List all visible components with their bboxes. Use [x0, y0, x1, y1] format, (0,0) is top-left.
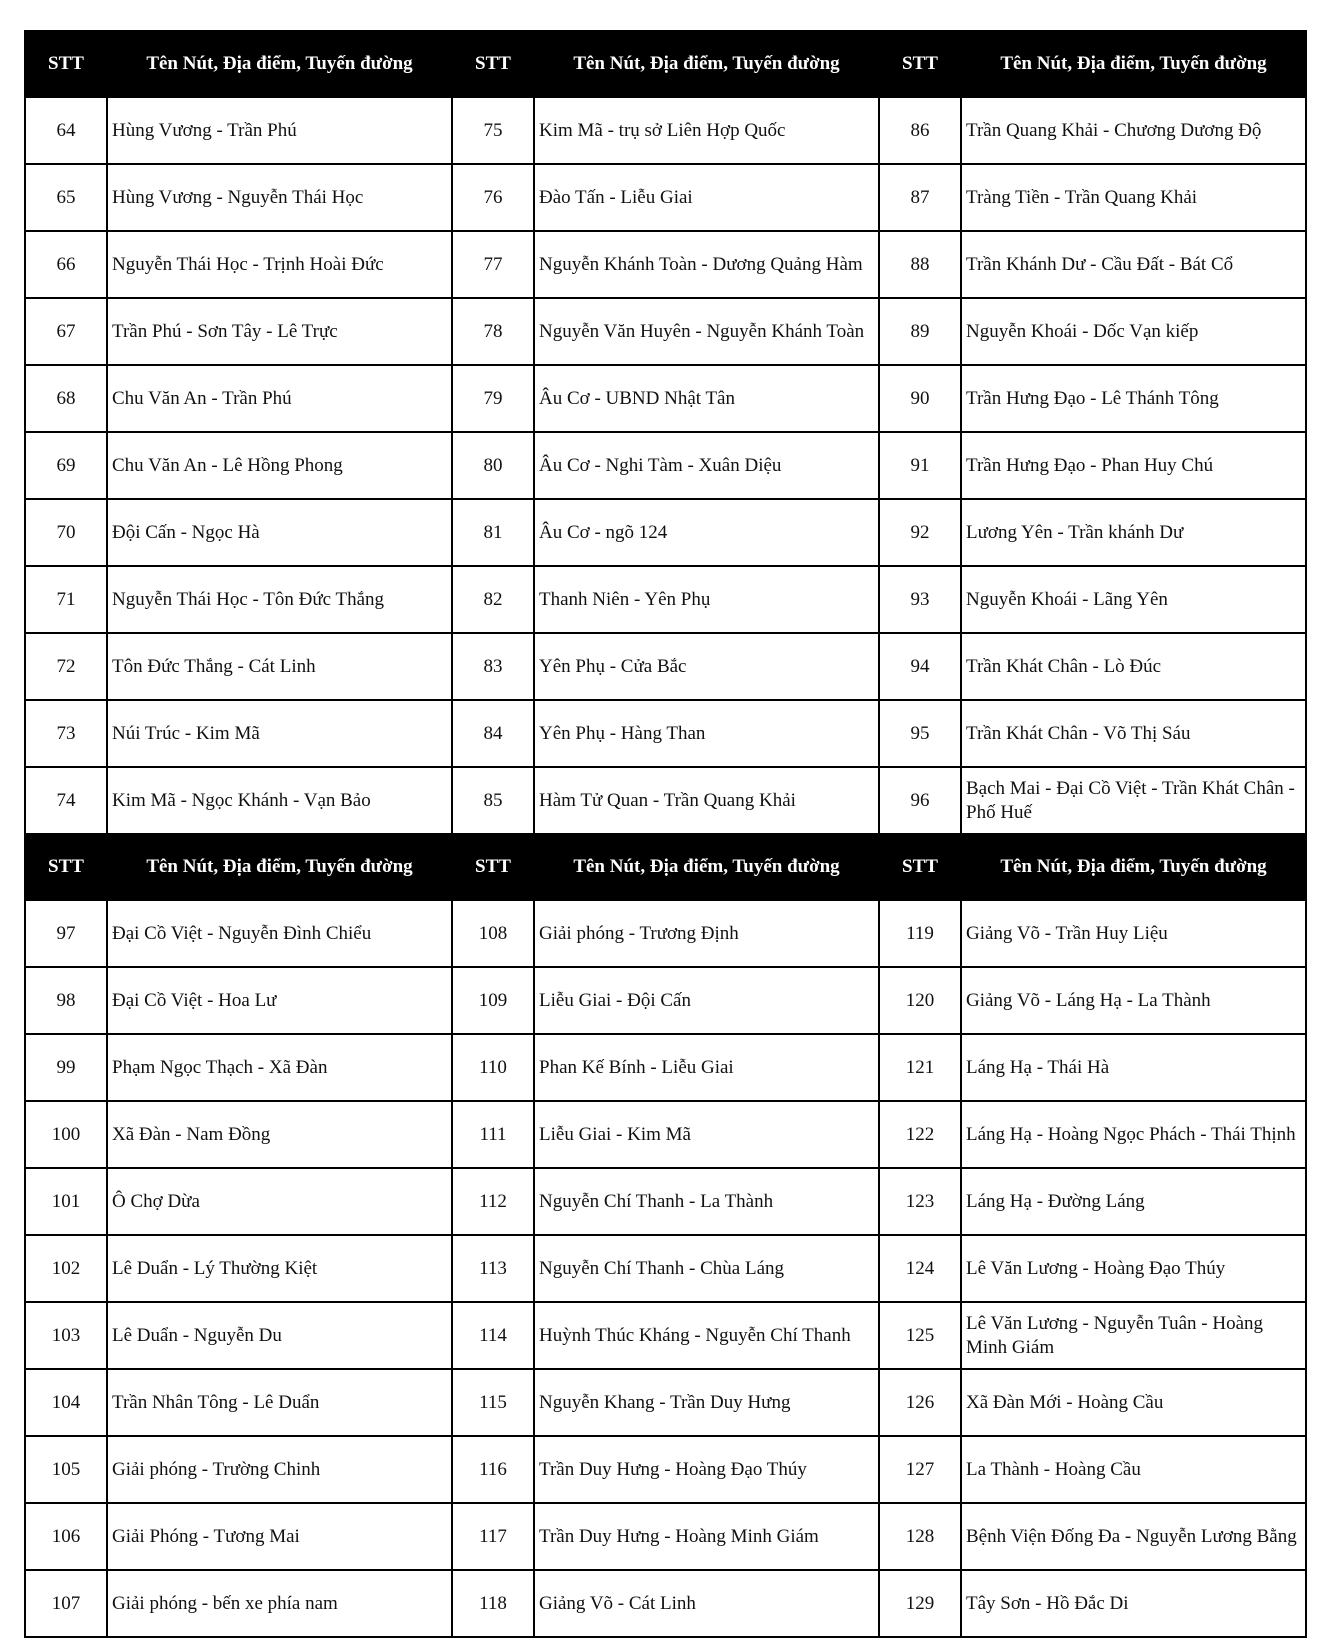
stt-cell: 96: [879, 767, 961, 834]
stt-cell: 102: [25, 1235, 107, 1302]
location-name-cell: Chu Văn An - Lê Hồng Phong: [107, 432, 452, 499]
stt-cell: 83: [452, 633, 534, 700]
location-name-cell: Lê Văn Lương - Hoàng Đạo Thúy: [961, 1235, 1306, 1302]
location-name-cell: Âu Cơ - UBND Nhật Tân: [534, 365, 879, 432]
stt-cell: 66: [25, 231, 107, 298]
location-name-cell: Bệnh Viện Đống Đa - Nguyễn Lương Bằng: [961, 1503, 1306, 1570]
stt-cell: 116: [452, 1436, 534, 1503]
location-name-cell: Trần Khánh Dư - Cầu Đất - Bát Cổ: [961, 231, 1306, 298]
table2-header-row: [25, 834, 1306, 900]
stt-cell: 72: [25, 633, 107, 700]
location-name-cell: Nguyễn Chí Thanh - La Thành: [534, 1168, 879, 1235]
location-name-cell: Núi Trúc - Kim Mã: [107, 700, 452, 767]
stt-cell: 106: [25, 1503, 107, 1570]
stt-cell: 70: [25, 499, 107, 566]
table-row: [25, 900, 1306, 967]
stt-cell: 109: [452, 967, 534, 1034]
location-name-cell: Nguyễn Khoái - Lãng Yên: [961, 566, 1306, 633]
table-row: [25, 1570, 1306, 1637]
stt-cell: 125: [879, 1302, 961, 1369]
stt-cell: 87: [879, 164, 961, 231]
stt-cell: 120: [879, 967, 961, 1034]
table-row: [25, 1235, 1306, 1302]
location-name-cell: Láng Hạ - Đường Láng: [961, 1168, 1306, 1235]
intersection-table: [24, 30, 1307, 1638]
stt-cell: 84: [452, 700, 534, 767]
stt-cell: 113: [452, 1235, 534, 1302]
location-name-cell: Đội Cấn - Ngọc Hà: [107, 499, 452, 566]
stt-cell: 101: [25, 1168, 107, 1235]
location-name-cell: Giảng Võ - Láng Hạ - La Thành: [961, 967, 1306, 1034]
location-name-cell: Trần Hưng Đạo - Lê Thánh Tông: [961, 365, 1306, 432]
stt-cell: 100: [25, 1101, 107, 1168]
location-name-cell: Phan Kế Bính - Liễu Giai: [534, 1034, 879, 1101]
stt-cell: 94: [879, 633, 961, 700]
stt-cell: 121: [879, 1034, 961, 1101]
location-name-cell: Nguyễn Khang - Trần Duy Hưng: [534, 1369, 879, 1436]
location-name-cell: Kim Mã - Ngọc Khánh - Vạn Bảo: [107, 767, 452, 834]
location-name-cell: Hùng Vương - Trần Phú: [107, 97, 452, 164]
table-row: [25, 164, 1306, 231]
stt-cell: 117: [452, 1503, 534, 1570]
table1-header-row: [25, 31, 1306, 97]
stt-cell: 90: [879, 365, 961, 432]
location-name-cell: Giải phóng - Trường Chinh: [107, 1436, 452, 1503]
table-row: [25, 499, 1306, 566]
location-name-cell: Lương Yên - Trần khánh Dư: [961, 499, 1306, 566]
table-row: [25, 432, 1306, 499]
location-name-cell: Tây Sơn - Hồ Đắc Di: [961, 1570, 1306, 1637]
stt-cell: 122: [879, 1101, 961, 1168]
location-name-cell: Âu Cơ - ngõ 124: [534, 499, 879, 566]
stt-cell: 123: [879, 1168, 961, 1235]
column-header-stt: STT: [452, 31, 534, 97]
stt-cell: 114: [452, 1302, 534, 1369]
table-row: [25, 1369, 1306, 1436]
column-header-name: Tên Nút, Địa điểm, Tuyến đường: [107, 31, 452, 97]
location-name-cell: Liễu Giai - Kim Mã: [534, 1101, 879, 1168]
table-row: [25, 1101, 1306, 1168]
location-name-cell: Nguyễn Khoái - Dốc Vạn kiếp: [961, 298, 1306, 365]
stt-cell: 97: [25, 900, 107, 967]
location-name-cell: Kim Mã - trụ sở Liên Hợp Quốc: [534, 97, 879, 164]
location-name-cell: Lê Duẩn - Nguyễn Du: [107, 1302, 452, 1369]
column-header-stt: STT: [25, 834, 107, 900]
stt-cell: 79: [452, 365, 534, 432]
location-name-cell: Trần Nhân Tông - Lê Duẩn: [107, 1369, 452, 1436]
table-row: [25, 1168, 1306, 1235]
location-name-cell: Phạm Ngọc Thạch - Xã Đàn: [107, 1034, 452, 1101]
stt-cell: 105: [25, 1436, 107, 1503]
stt-cell: 119: [879, 900, 961, 967]
stt-cell: 99: [25, 1034, 107, 1101]
location-name-cell: Đại Cồ Việt - Hoa Lư: [107, 967, 452, 1034]
stt-cell: 112: [452, 1168, 534, 1235]
stt-cell: 77: [452, 231, 534, 298]
location-name-cell: Âu Cơ - Nghi Tàm - Xuân Diệu: [534, 432, 879, 499]
location-name-cell: Trần Khát Chân - Võ Thị Sáu: [961, 700, 1306, 767]
stt-cell: 93: [879, 566, 961, 633]
location-name-cell: Láng Hạ - Thái Hà: [961, 1034, 1306, 1101]
table-row: [25, 967, 1306, 1034]
stt-cell: 103: [25, 1302, 107, 1369]
table-row: [25, 298, 1306, 365]
stt-cell: 81: [452, 499, 534, 566]
location-name-cell: Đại Cồ Việt - Nguyễn Đình Chiểu: [107, 900, 452, 967]
location-name-cell: Giải Phóng - Tương Mai: [107, 1503, 452, 1570]
location-name-cell: Nguyễn Thái Học - Tôn Đức Thắng: [107, 566, 452, 633]
column-header-stt: STT: [879, 31, 961, 97]
table-row: [25, 566, 1306, 633]
location-name-cell: Trần Duy Hưng - Hoàng Minh Giám: [534, 1503, 879, 1570]
stt-cell: 92: [879, 499, 961, 566]
table-row: [25, 1302, 1306, 1369]
table-row: [25, 633, 1306, 700]
column-header-name: Tên Nút, Địa điểm, Tuyến đường: [534, 834, 879, 900]
location-name-cell: Hàm Tử Quan - Trần Quang Khải: [534, 767, 879, 834]
location-name-cell: Giải phóng - Trương Định: [534, 900, 879, 967]
stt-cell: 118: [452, 1570, 534, 1637]
stt-cell: 104: [25, 1369, 107, 1436]
stt-cell: 126: [879, 1369, 961, 1436]
location-name-cell: Tràng Tiền - Trần Quang Khải: [961, 164, 1306, 231]
table-row: [25, 767, 1306, 834]
location-name-cell: Giảng Võ - Cát Linh: [534, 1570, 879, 1637]
location-name-cell: Trần Khát Chân - Lò Đúc: [961, 633, 1306, 700]
location-name-cell: Chu Văn An - Trần Phú: [107, 365, 452, 432]
stt-cell: 111: [452, 1101, 534, 1168]
location-name-cell: Lê Văn Lương - Nguyễn Tuân - Hoàng Minh Giám: [961, 1302, 1306, 1369]
location-name-cell: Trần Hưng Đạo - Phan Huy Chú: [961, 432, 1306, 499]
stt-cell: 129: [879, 1570, 961, 1637]
stt-cell: 89: [879, 298, 961, 365]
stt-cell: 74: [25, 767, 107, 834]
table-row: [25, 1034, 1306, 1101]
stt-cell: 98: [25, 967, 107, 1034]
stt-cell: 107: [25, 1570, 107, 1637]
stt-cell: 78: [452, 298, 534, 365]
location-name-cell: Trần Duy Hưng - Hoàng Đạo Thúy: [534, 1436, 879, 1503]
stt-cell: 88: [879, 231, 961, 298]
location-name-cell: Trần Quang Khải - Chương Dương Độ: [961, 97, 1306, 164]
location-name-cell: Huỳnh Thúc Kháng - Nguyễn Chí Thanh: [534, 1302, 879, 1369]
stt-cell: 64: [25, 97, 107, 164]
stt-cell: 76: [452, 164, 534, 231]
column-header-name: Tên Nút, Địa điểm, Tuyến đường: [107, 834, 452, 900]
location-name-cell: Ô Chợ Dừa: [107, 1168, 452, 1235]
location-name-cell: Yên Phụ - Cửa Bắc: [534, 633, 879, 700]
table-row: [25, 97, 1306, 164]
table-row: [25, 231, 1306, 298]
intersection-list-sheet: [24, 30, 1307, 1638]
column-header-stt: STT: [452, 834, 534, 900]
table-row: [25, 1503, 1306, 1570]
stt-cell: 110: [452, 1034, 534, 1101]
stt-cell: 128: [879, 1503, 961, 1570]
column-header-name: Tên Nút, Địa điểm, Tuyến đường: [961, 31, 1306, 97]
stt-cell: 85: [452, 767, 534, 834]
stt-cell: 86: [879, 97, 961, 164]
location-name-cell: Lê Duẩn - Lý Thường Kiệt: [107, 1235, 452, 1302]
table-row: [25, 700, 1306, 767]
stt-cell: 91: [879, 432, 961, 499]
stt-cell: 69: [25, 432, 107, 499]
stt-cell: 67: [25, 298, 107, 365]
stt-cell: 108: [452, 900, 534, 967]
stt-cell: 124: [879, 1235, 961, 1302]
column-header-name: Tên Nút, Địa điểm, Tuyến đường: [961, 834, 1306, 900]
location-name-cell: Thanh Niên - Yên Phụ: [534, 566, 879, 633]
location-name-cell: Đào Tấn - Liễu Giai: [534, 164, 879, 231]
location-name-cell: Trần Phú - Sơn Tây - Lê Trực: [107, 298, 452, 365]
location-name-cell: Nguyễn Khánh Toàn - Dương Quảng Hàm: [534, 231, 879, 298]
stt-cell: 80: [452, 432, 534, 499]
location-name-cell: Liễu Giai - Đội Cấn: [534, 967, 879, 1034]
location-name-cell: Xã Đàn Mới - Hoàng Cầu: [961, 1369, 1306, 1436]
location-name-cell: Giải phóng - bến xe phía nam: [107, 1570, 452, 1637]
stt-cell: 127: [879, 1436, 961, 1503]
stt-cell: 82: [452, 566, 534, 633]
stt-cell: 115: [452, 1369, 534, 1436]
column-header-stt: STT: [25, 31, 107, 97]
table-row: [25, 365, 1306, 432]
location-name-cell: Bạch Mai - Đại Cồ Việt - Trần Khát Chân - Phố Huế: [961, 767, 1306, 834]
stt-cell: 68: [25, 365, 107, 432]
location-name-cell: Hùng Vương - Nguyễn Thái Học: [107, 164, 452, 231]
location-name-cell: Giảng Võ - Trần Huy Liệu: [961, 900, 1306, 967]
table-row: [25, 1436, 1306, 1503]
location-name-cell: Xã Đàn - Nam Đồng: [107, 1101, 452, 1168]
stt-cell: 73: [25, 700, 107, 767]
column-header-stt: STT: [879, 834, 961, 900]
location-name-cell: La Thành - Hoàng Cầu: [961, 1436, 1306, 1503]
location-name-cell: Nguyễn Thái Học - Trịnh Hoài Đức: [107, 231, 452, 298]
column-header-name: Tên Nút, Địa điểm, Tuyến đường: [534, 31, 879, 97]
location-name-cell: Nguyễn Văn Huyên - Nguyễn Khánh Toàn: [534, 298, 879, 365]
stt-cell: 65: [25, 164, 107, 231]
location-name-cell: Láng Hạ - Hoàng Ngọc Phách - Thái Thịnh: [961, 1101, 1306, 1168]
location-name-cell: Tôn Đức Thắng - Cát Linh: [107, 633, 452, 700]
stt-cell: 71: [25, 566, 107, 633]
location-name-cell: Nguyễn Chí Thanh - Chùa Láng: [534, 1235, 879, 1302]
location-name-cell: Yên Phụ - Hàng Than: [534, 700, 879, 767]
stt-cell: 75: [452, 97, 534, 164]
stt-cell: 95: [879, 700, 961, 767]
